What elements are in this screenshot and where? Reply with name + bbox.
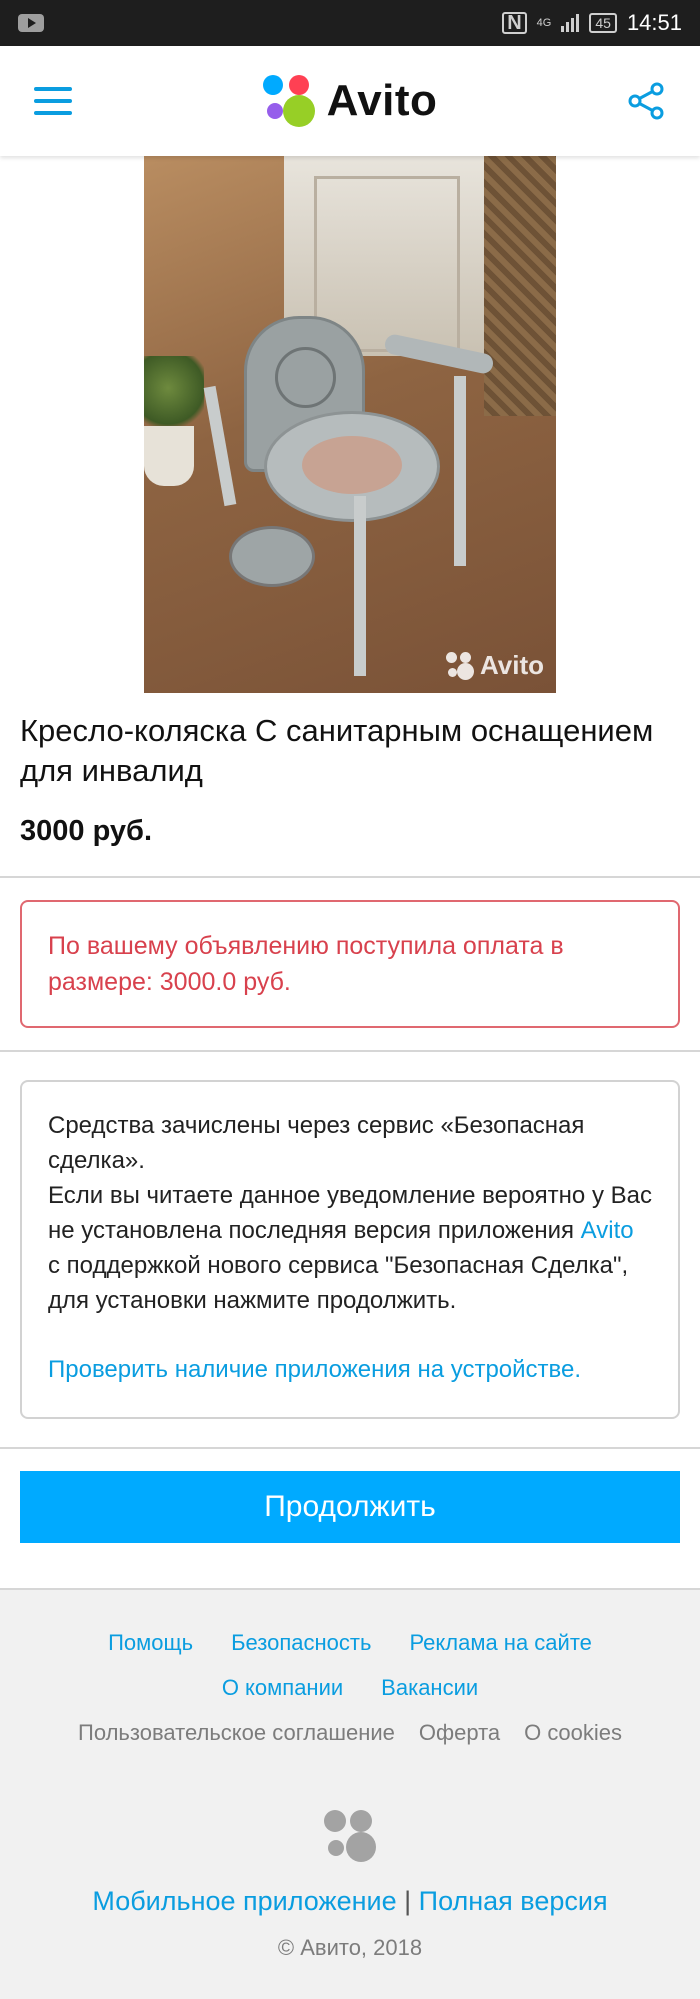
divider	[0, 876, 700, 878]
clock: 14:51	[626, 10, 682, 35]
full-version-link[interactable]: Полная версия	[418, 1886, 608, 1916]
footer-link-terms[interactable]: Пользовательское соглашение	[78, 1720, 395, 1745]
avito-link[interactable]: Avito	[580, 1217, 634, 1244]
mobile-app-link[interactable]: Мобильное приложение	[92, 1886, 397, 1916]
divider	[0, 1588, 700, 1590]
separator: |	[404, 1886, 412, 1916]
footer-app-links	[0, 1886, 700, 1917]
listing-photo[interactable]	[144, 156, 556, 693]
footer-link-ads[interactable]: Реклама на сайте	[409, 1630, 592, 1655]
continue-button[interactable]: Продолжить	[20, 1471, 680, 1543]
footer-logo-icon	[322, 1808, 378, 1864]
listing-title: Кресло-коляска С санитарным оснащением для инвалид	[20, 713, 654, 788]
footer-link-help[interactable]: Помощь	[108, 1630, 194, 1655]
footer-link-cookies[interactable]: О cookies	[524, 1720, 622, 1745]
listing-price: 3000 руб.	[20, 815, 153, 847]
share-icon[interactable]	[626, 81, 666, 121]
payment-alert	[20, 900, 680, 1028]
battery-icon: 45	[589, 13, 617, 33]
info-line-1: Средства зачислены через сервис «Безопасная сделка».	[48, 1112, 585, 1174]
footer-link-security[interactable]: Безопасность	[231, 1630, 372, 1655]
status-bar	[0, 0, 700, 46]
photo-watermark	[446, 650, 544, 681]
footer-link-jobs[interactable]: Вакансии	[381, 1675, 479, 1700]
network-type: 4G	[536, 16, 552, 29]
nfc-icon: N	[502, 12, 526, 34]
avito-logo[interactable]	[261, 73, 438, 129]
footer	[0, 1588, 700, 1999]
divider	[0, 1050, 700, 1052]
info-box	[20, 1080, 680, 1419]
check-app-link[interactable]: Проверить наличие приложения на устройстве.	[48, 1356, 582, 1383]
copyright: © Авито, 2018	[277, 1935, 423, 1960]
footer-link-offer[interactable]: Оферта	[418, 1720, 501, 1745]
info-line-2	[48, 1178, 652, 1318]
footer-row-1	[0, 1630, 700, 1656]
payment-alert-text: По вашему объявлению поступила оплата в размере: 3000.0 руб.	[48, 932, 564, 996]
signal-icon	[561, 14, 579, 32]
menu-icon[interactable]	[34, 87, 72, 115]
logo-text: Avito	[326, 76, 438, 125]
avito-logo-icon	[261, 73, 317, 129]
watermark-text: Avito	[479, 650, 544, 680]
info-text-before: Если вы читаете данное уведомление вероятно у Вас не установлена последняя версия приложения	[48, 1182, 652, 1244]
app-header	[0, 46, 700, 156]
info-text-after: с поддержкой нового сервиса "Безопасная Сделка", для установки нажмите продолжить.	[48, 1252, 629, 1314]
youtube-notification-icon	[18, 14, 44, 32]
footer-row-2	[0, 1675, 700, 1701]
footer-row-3	[0, 1720, 700, 1746]
footer-link-about[interactable]: О компании	[221, 1675, 344, 1700]
